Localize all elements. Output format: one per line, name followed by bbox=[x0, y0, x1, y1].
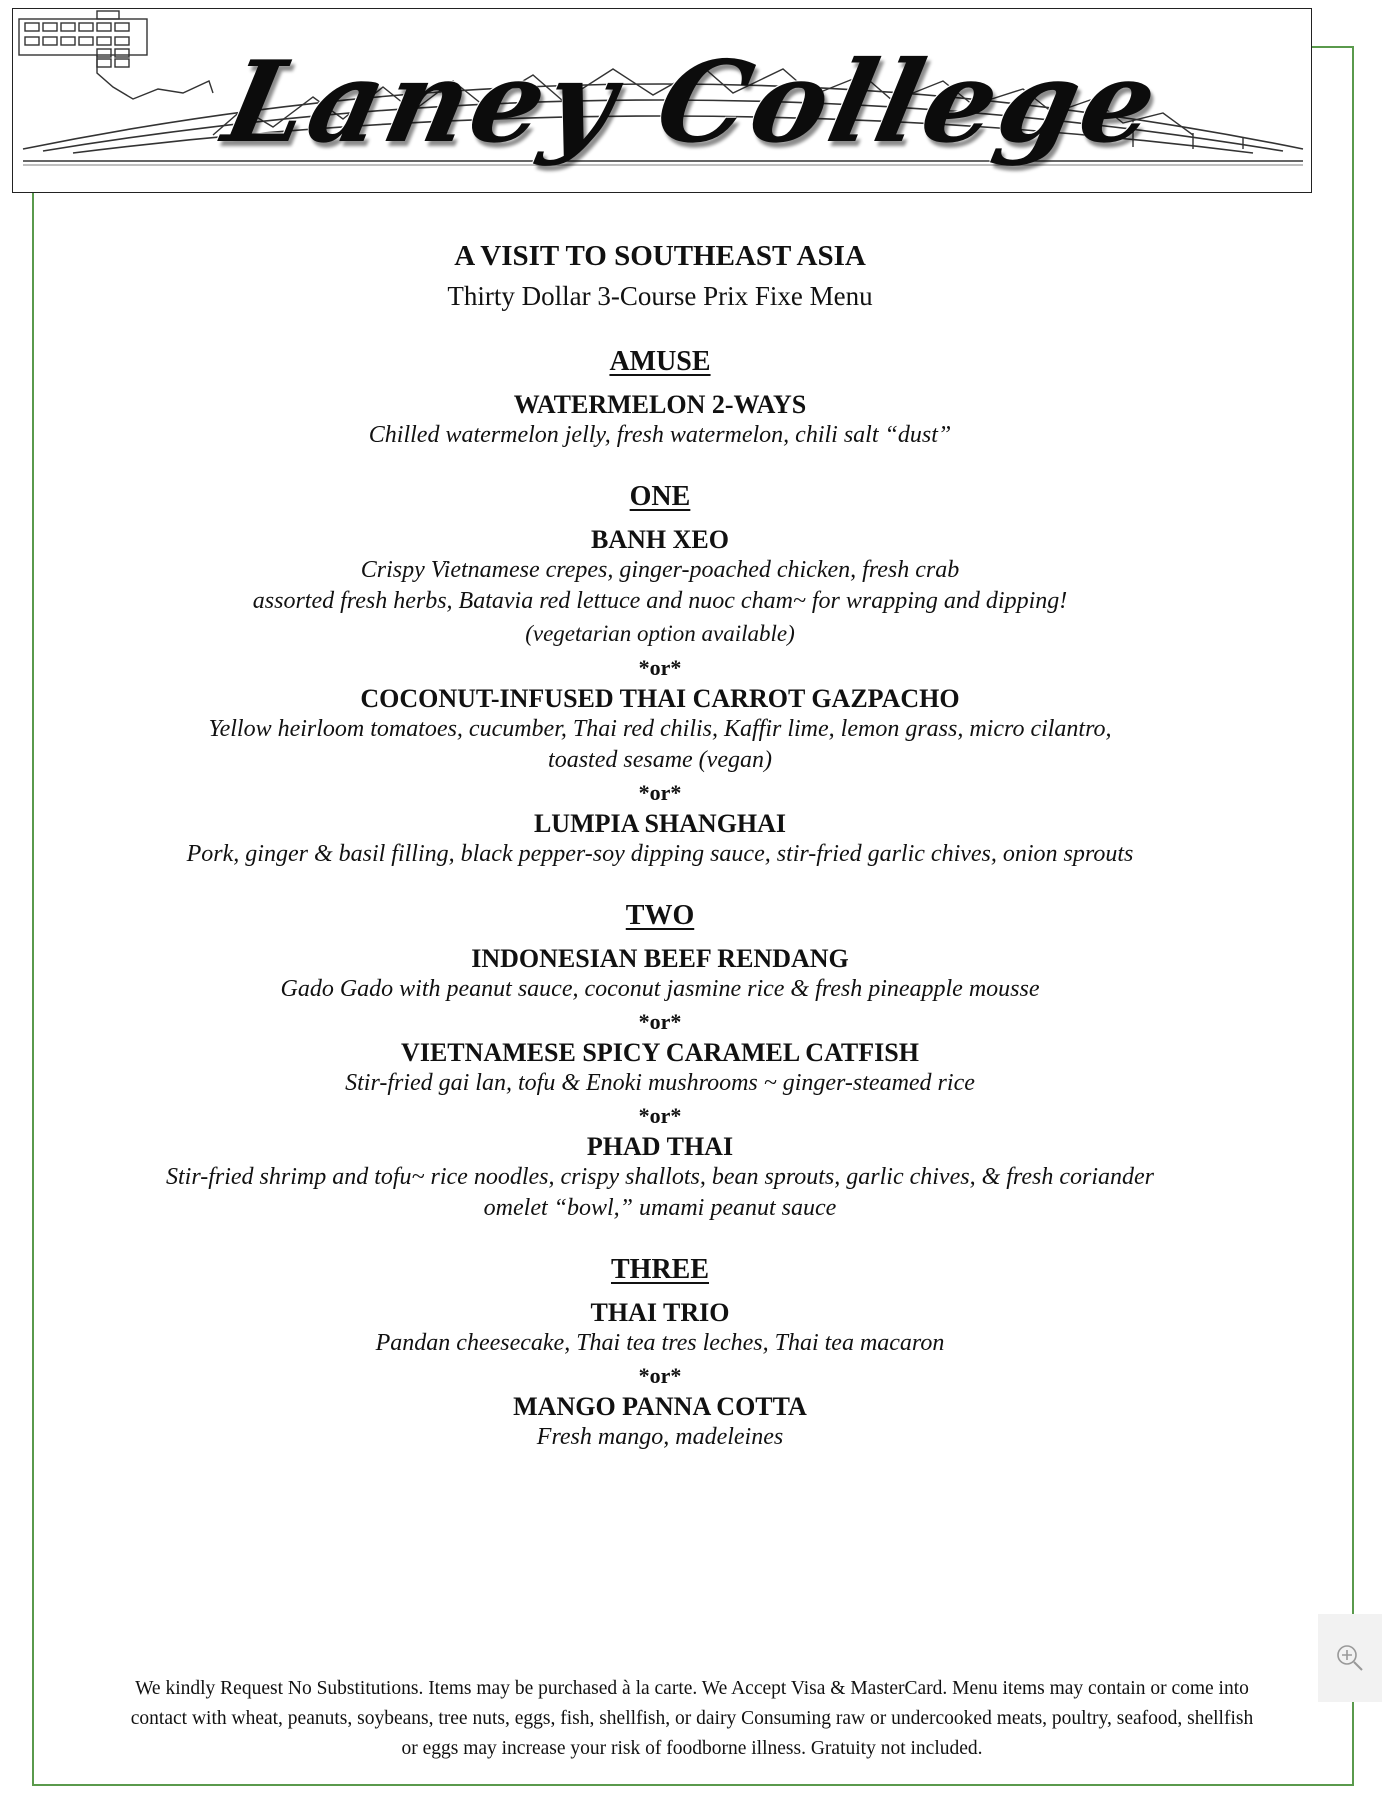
menu-title: A VISIT TO SOUTHEAST ASIA bbox=[454, 240, 866, 272]
or-separator: *or* bbox=[638, 1103, 682, 1128]
course-section bbox=[40, 479, 1280, 870]
dish-description: assorted fresh herbs, Batavia red lettuce and nuoc cham~ for wrapping and dipping! bbox=[252, 588, 1068, 614]
dish-name: PHAD THAI bbox=[586, 1132, 734, 1161]
dish-name: LUMPIA SHANGHAI bbox=[533, 809, 787, 838]
dish-name: WATERMELON 2-WAYS bbox=[513, 390, 807, 419]
dish-name: VIETNAMESE SPICY CARAMEL CATFISH bbox=[401, 1038, 919, 1067]
footer-disclaimer bbox=[72, 1674, 1312, 1764]
course-section bbox=[40, 1252, 1280, 1453]
course-heading: AMUSE bbox=[609, 346, 711, 377]
course-heading: THREE bbox=[610, 1254, 710, 1285]
dish-item bbox=[40, 1132, 1280, 1224]
dish-item bbox=[40, 390, 1280, 451]
zoom-in-icon bbox=[1335, 1643, 1365, 1673]
menu-content bbox=[40, 236, 1280, 1453]
course-section bbox=[40, 898, 1280, 1224]
or-separator: *or* bbox=[638, 1009, 682, 1034]
dish-item bbox=[40, 1298, 1280, 1359]
zoom-button[interactable] bbox=[1318, 1614, 1382, 1702]
dish-description: Chilled watermelon jelly, fresh watermelon, chili salt “dust” bbox=[368, 422, 952, 448]
footer-line: or eggs may increase your risk of foodborne illness. Gratuity not included. bbox=[401, 1738, 983, 1759]
dish-note: (vegetarian option available) bbox=[525, 621, 795, 646]
course-list bbox=[40, 344, 1280, 1453]
or-separator: *or* bbox=[638, 655, 682, 680]
course-heading: TWO bbox=[625, 900, 695, 931]
dish-item bbox=[40, 1038, 1280, 1099]
dish-description: Yellow heirloom tomatoes, cucumber, Thai red chilis, Kaffir lime, lemon grass, micro cilantro, bbox=[208, 716, 1112, 742]
dish-description: Fresh mango, madeleines bbox=[536, 1424, 784, 1450]
dish-description: Stir-fried shrimp and tofu~ rice noodles, crispy shallots, bean sprouts, garlic chives, & fresh coriander bbox=[166, 1164, 1154, 1190]
dish-description: Gado Gado with peanut sauce, coconut jasmine rice & fresh pineapple mousse bbox=[280, 976, 1040, 1002]
dish-item bbox=[40, 809, 1280, 870]
dish-description: toasted sesame (vegan) bbox=[548, 747, 772, 773]
dish-name: THAI TRIO bbox=[590, 1298, 730, 1327]
dish-name: BANH XEO bbox=[591, 525, 729, 554]
dish-name: INDONESIAN BEEF RENDANG bbox=[471, 944, 849, 973]
or-separator: *or* bbox=[638, 780, 682, 805]
dish-name: COCONUT-INFUSED THAI CARROT GAZPACHO bbox=[360, 684, 960, 713]
footer-line: We kindly Request No Substitutions. Items may be purchased à la carte. We Accept Visa & MasterCard. Menu items may contain or come into bbox=[135, 1678, 1249, 1699]
logo-wordmark: Laney College bbox=[214, 36, 1172, 168]
dish-description: Stir-fried gai lan, tofu & Enoki mushrooms ~ ginger-steamed rice bbox=[345, 1070, 975, 1096]
or-separator: *or* bbox=[638, 1363, 682, 1388]
dish-item bbox=[40, 944, 1280, 1005]
dish-name: MANGO PANNA COTTA bbox=[513, 1392, 807, 1421]
dish-item bbox=[40, 684, 1280, 776]
course-heading: ONE bbox=[629, 481, 691, 512]
dish-description: Pork, ginger & basil filling, black pepper-soy dipping sauce, stir-fried garlic chives, onion sprouts bbox=[186, 841, 1134, 867]
college-logo-banner bbox=[12, 8, 1312, 193]
dish-description: Pandan cheesecake, Thai tea tres leches, Thai tea macaron bbox=[375, 1330, 945, 1356]
dish-item bbox=[40, 525, 1280, 651]
course-section bbox=[40, 344, 1280, 451]
footer-line: contact with wheat, peanuts, soybeans, tree nuts, eggs, fish, shellfish, or dairy Consuming raw or undercooked meats, poultry, seafood, shellfish bbox=[130, 1708, 1254, 1729]
dish-description: Crispy Vietnamese crepes, ginger-poached chicken, fresh crab bbox=[360, 557, 960, 583]
dish-item bbox=[40, 1392, 1280, 1453]
menu-subtitle: Thirty Dollar 3-Course Prix Fixe Menu bbox=[447, 281, 873, 311]
dish-description: omelet “bowl,” umami peanut sauce bbox=[483, 1195, 837, 1221]
